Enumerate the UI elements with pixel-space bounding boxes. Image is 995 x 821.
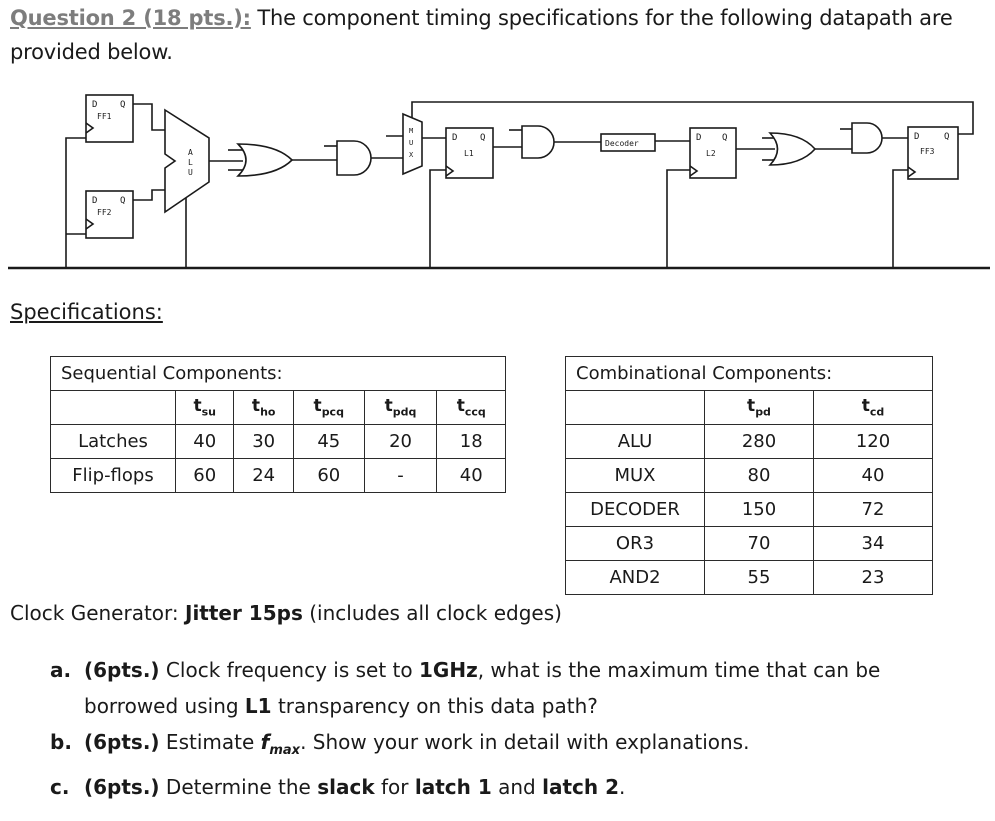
table-cell: 280: [705, 425, 814, 459]
ff1-flipflop: [86, 95, 133, 142]
alu-letter-u: U: [188, 168, 193, 177]
table-row: [566, 425, 933, 459]
clock-jitter: Jitter 15ps: [185, 601, 303, 625]
sequential-header-tpdq: $t_{pdq}$: [364, 391, 437, 425]
ff2-name: FF2: [97, 208, 112, 217]
table-cell: -: [364, 459, 437, 493]
table-cell: 40: [176, 425, 234, 459]
sequential-header-tccq: $t_{ccq}$: [437, 391, 506, 425]
part-c-letter: c.: [50, 775, 70, 799]
question-parts: [50, 652, 980, 805]
combinational-components-table: [565, 356, 933, 595]
decoder-block: [601, 134, 655, 151]
part-c-text: (6pts.) Determine the slack for latch 1 and latch 2.: [84, 775, 626, 799]
part-c: [50, 769, 980, 805]
table-cell: 60: [293, 459, 364, 493]
row-name: OR3: [566, 527, 705, 561]
sequential-header-tho: $t_{ho}$: [234, 391, 293, 425]
alu-block: [165, 110, 209, 212]
ff1-name: FF1: [97, 112, 112, 121]
l1-q-label: Q: [480, 133, 486, 143]
l1-d-label: D: [452, 133, 458, 143]
table-cell: 150: [705, 493, 814, 527]
ff2-d-label: D: [92, 196, 98, 206]
table-cell: 40: [437, 459, 506, 493]
l2-q-label: Q: [722, 133, 728, 143]
specifications-heading: Specifications:: [10, 300, 163, 324]
table-cell: 34: [814, 527, 933, 561]
row-name: Latches: [51, 425, 176, 459]
sequential-header-tsu: $t_{su}$: [176, 391, 234, 425]
question-label: Question 2 (18 pts.):: [10, 6, 251, 30]
part-b-text: (6pts.) Estimate $f_{max}$. Show your work in detail with explanations.: [84, 730, 750, 758]
l1-name: L1: [464, 149, 474, 158]
table-row: [566, 459, 933, 493]
l1-latch: [446, 128, 493, 178]
ff3-q-label: Q: [944, 132, 950, 142]
part-b-letter: b.: [50, 730, 72, 754]
ff2-flipflop: [86, 191, 133, 238]
combinational-caption: Combinational Components:: [566, 357, 933, 391]
table-cell: 30: [234, 425, 293, 459]
table-row: [51, 425, 506, 459]
or3-gate: [238, 144, 292, 176]
table-cell: 24: [234, 459, 293, 493]
table-cell: 45: [293, 425, 364, 459]
and2-gate-2: [522, 126, 554, 158]
ff1-d-label: D: [92, 100, 98, 110]
mux-block: [403, 114, 422, 174]
part-a: [50, 652, 980, 724]
table-cell: 120: [814, 425, 933, 459]
table-cell: 72: [814, 493, 933, 527]
alu-letter-a: A: [188, 148, 193, 157]
sequential-header-tpcq: $t_{pcq}$: [293, 391, 364, 425]
part-a-text: (6pts.) Clock frequency is set to 1GHz, what is the maximum time that can be borrowed using L1 transparency on this data path?: [84, 658, 881, 718]
row-name: DECODER: [566, 493, 705, 527]
table-cell: 70: [705, 527, 814, 561]
row-name: AND2: [566, 561, 705, 595]
and2-gate-3: [852, 123, 882, 153]
sequential-header-empty: [51, 391, 176, 425]
question-intro: The component timing specifications for the following datapath are provided below.: [10, 6, 953, 64]
row-name: Flip-flops: [51, 459, 176, 493]
l2-latch: [690, 128, 736, 178]
decoder-label: Decoder: [605, 139, 639, 148]
alu-letter-l: L: [188, 158, 193, 167]
ff3-flipflop: [908, 127, 958, 179]
or3-gate-2: [770, 133, 815, 165]
part-a-letter: a.: [50, 658, 72, 682]
l2-d-label: D: [696, 133, 702, 143]
sequential-caption: Sequential Components:: [51, 357, 506, 391]
table-cell: 80: [705, 459, 814, 493]
table-cell: 60: [176, 459, 234, 493]
table-row: [566, 527, 933, 561]
l2-name: L2: [706, 149, 716, 158]
mux-letter-u: U: [409, 139, 414, 147]
mux-letter-x: X: [409, 151, 414, 159]
sequential-components-table: [50, 356, 506, 493]
datapath-diagram: [0, 90, 995, 280]
table-cell: 23: [814, 561, 933, 595]
combinational-header-tcd: $t_{cd}$: [814, 391, 933, 425]
row-name: ALU: [566, 425, 705, 459]
ff1-q-label: Q: [120, 100, 126, 110]
mux-letter-m: M: [409, 127, 414, 135]
table-row: [566, 561, 933, 595]
table-row: [51, 459, 506, 493]
table-row: [566, 493, 933, 527]
table-cell: 18: [437, 425, 506, 459]
ff2-q-label: Q: [120, 196, 126, 206]
clock-suffix: (includes all clock edges): [302, 601, 562, 625]
ff3-name: FF3: [920, 147, 935, 156]
table-cell: 40: [814, 459, 933, 493]
combinational-header-tpd: $t_{pd}$: [705, 391, 814, 425]
ff3-d-label: D: [914, 132, 920, 142]
row-name: MUX: [566, 459, 705, 493]
table-cell: 55: [705, 561, 814, 595]
table-cell: 20: [364, 425, 437, 459]
clock-generator-line: [10, 596, 562, 630]
question-title: [10, 1, 990, 69]
combinational-header-empty: [566, 391, 705, 425]
part-b: [50, 724, 980, 769]
and2-gate-1: [337, 141, 371, 175]
clock-prefix: Clock Generator:: [10, 601, 185, 625]
